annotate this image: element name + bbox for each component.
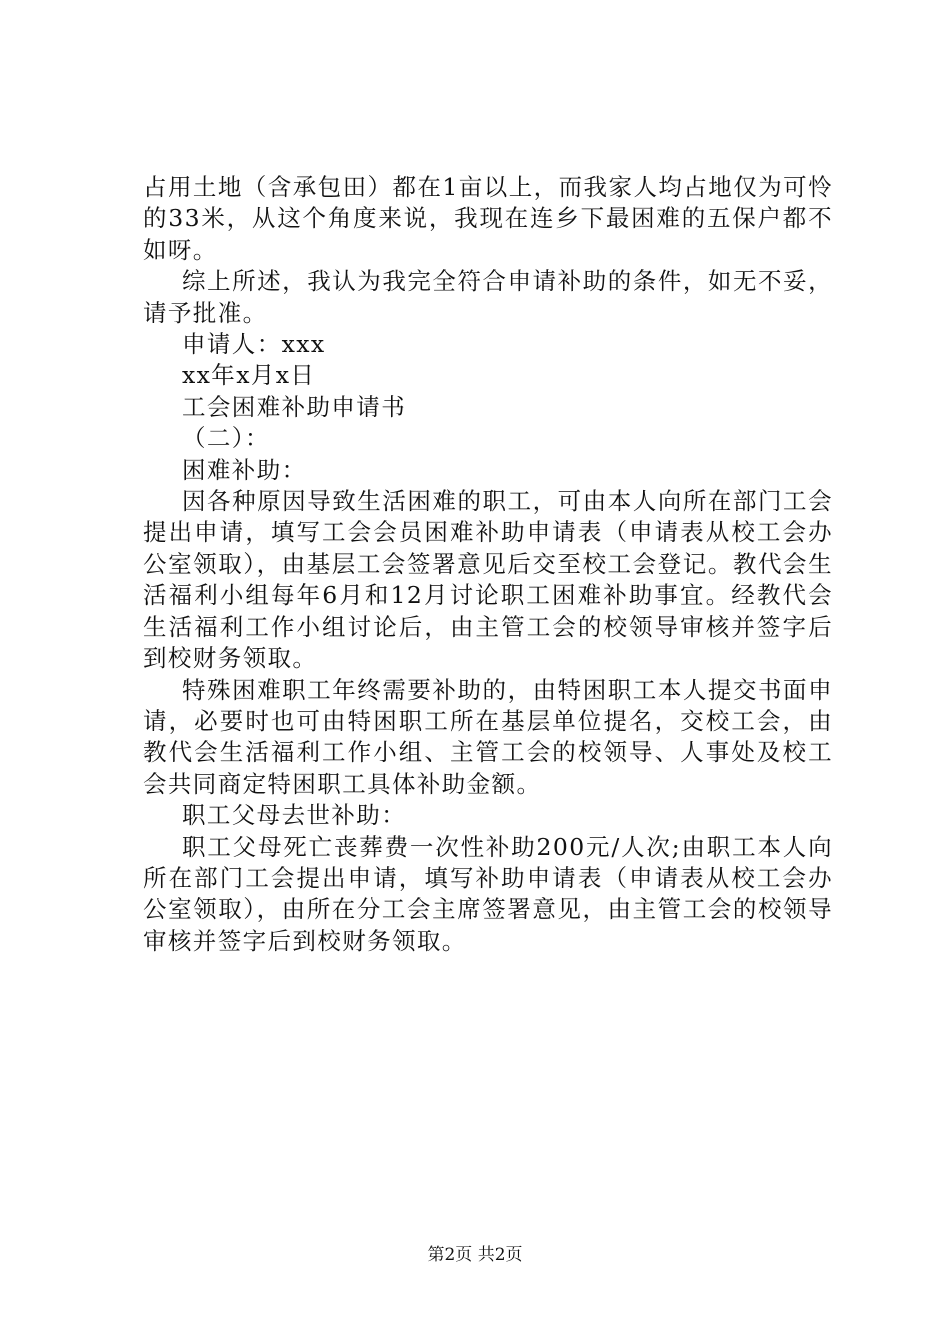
document-body — [143, 172, 833, 957]
page-number-footer: 第2页 共2页 — [427, 1245, 523, 1265]
heading-bereavement-subsidy: 职工父母去世补助： — [182, 801, 407, 830]
paragraph-bereavement-procedure: 职工父母死亡丧葬费一次性补助200元/人次;由职工本人向所在部门工会提出申请，填写补助申请表（申请表从校工会办公室领取），由所在分工会主席签署意见，由主管工会的校领导审核并签字后到校财务领取。 — [143, 832, 833, 955]
heading-hardship-subsidy: 困难补助： — [182, 455, 307, 484]
paragraph-conclusion: 综上所述，我认为我完全符合申请补助的条件，如无不妥，请予批准。 — [143, 267, 833, 327]
paragraph-land-comparison: 占用土地（含承包田）都在1亩以上，而我家人均占地仅为可怜的33米，从这个角度来说，我现在连乡下最困难的五保户都不如呀。 — [143, 173, 833, 264]
section-number: （二）： — [182, 424, 270, 453]
section-title: 工会困难补助申请书 — [182, 392, 407, 421]
paragraph-hardship-procedure: 因各种原因导致生活困难的职工，可由本人向所在部门工会提出申请，填写工会会员困难补助申请表（申请表从校工会办公室领取），由基层工会签署意见后交至校工会登记。教代会生活福利小组每年6月和12月讨论职工困难补助事宜。经教代会生活福利工作小组讨论后，由主管工会的校领导审核并签字后到校财务领取。 — [143, 487, 833, 673]
paragraph-special-hardship: 特殊困难职工年终需要补助的，由特困职工本人提交书面申请，必要时也可由特困职工所在基层单位提名，交校工会，由教代会生活福利工作小组、主管工会的校领导、人事处及校工会共同商定特困职工具体补助金额。 — [143, 675, 833, 798]
date-line: xx年x月x日 — [182, 361, 316, 390]
applicant-line: 申请人：xxx — [182, 330, 326, 359]
